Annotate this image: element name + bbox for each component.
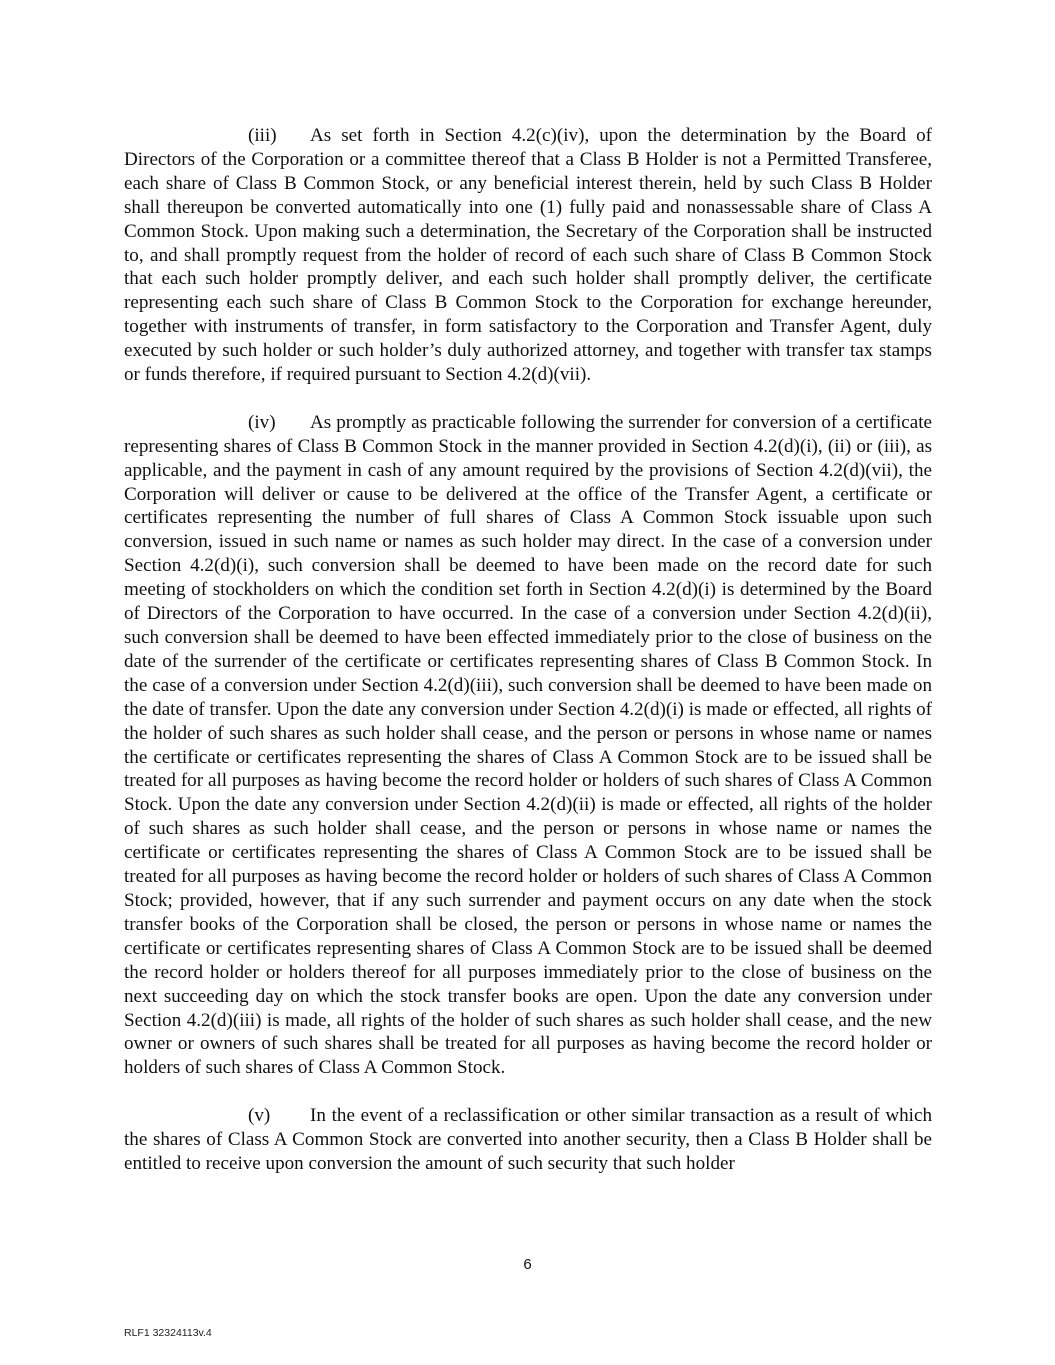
paragraph-number: (iii) xyxy=(248,125,277,146)
paragraph-v xyxy=(124,1104,932,1176)
paragraph-number: (iv) xyxy=(248,411,276,433)
paragraph-text: In the event of a reclassification or other similar transaction as a result of which the shares of Class A Common Stock are converted into another security, then a Class B Holder shall be entitled to receive upon conversion the amount of such security that such holder xyxy=(124,1105,932,1174)
paragraph-number: (v) xyxy=(248,1105,271,1127)
page-number: 6 xyxy=(523,1256,532,1273)
document-id-footer: RLF1 32324113v.4 xyxy=(124,1327,212,1339)
document-body xyxy=(124,124,932,1176)
paragraph-text: As set forth in Section 4.2(c)(iv), upon the determination by the Board of Directors of the Corporation or a committee thereof that a Class B Holder is not a Permitted Transferee, each share of Class B Common Stock, or any beneficial interest therein, held by such Class B Holder shall thereupon be converted automatically into one (1) fully paid and nonassessable share of Class A Common Stock. Upon making such a determination, the Secretary of the Corporation shall be instructed to, and shall promptly request from the holder of record of each such share of Class B Common Stock that each such holder promptly deliver, and each such holder shall promptly deliver, the certificate representing each such share of Class B Common Stock to the Corporation for exchange hereunder, together with instruments of transfer, in form satisfactory to the Corporation and Transfer Agent, duly executed by such holder or such holder’s duly authorized attorney, and together with transfer tax stamps or funds therefore, if required pursuant to Section 4.2(d)(vii). xyxy=(124,125,932,386)
paragraph-text: As promptly as practicable following the surrender for conversion of a certificate representing shares of Class B Common Stock in the manner provided in Section 4.2(d)(i), (ii) or (iii), as applicable, and the payment in cash of any amount required by the provisions of Section 4.2(d)(vii), the Corporation will deliver or cause to be delivered at the office of the Transfer Agent, a certificate or certificates representing the number of full shares of Class A Common Stock issuable upon such conversion, issued in such name or names as such holder may direct. In the case of a conversion under Section 4.2(d)(i), such conversion shall be deemed to have been made on the record date for such meeting of stockholders on which the condition set forth in Section 4.2(d)(i) is determined by the Board of Directors of the Corporation to have occurred. In the case of a conversion under Section 4.2(d)(ii), such conversion shall be deemed to have been effected immediately prior to the close of business on the date of the surrender of the certificate or certificates representing shares of Class B Common Stock. In the case of a conversion under Section 4.2(d)(iii), such conversion shall be deemed to have been made on the date of transfer. Upon the date any conversion under Section 4.2(d)(i) is made or effected, all rights of the holder of such shares as such holder shall cease, and the person or persons in whose name or names the certificate or certificates representing the shares of Class A Common Stock are to be issued shall be treated for all purposes as having become the record holder or holders of such shares of Class A Common Stock. Upon the date any conversion under Section 4.2(d)(ii) is made or effected, all rights of the holder of such shares as such holder shall cease, and the person or persons in whose name or names the certificate or certificates representing the shares of Class A Common Stock are to be issued shall be treated for all purposes as having become the record holder or holders of such shares of Class A Common Stock; provided, however, that if any such surrender and payment occurs on any date when the stock transfer books of the Corporation shall be closed, the person or persons in whose name or names the certificate or certificates representing shares of Class A Common Stock are to be issued shall be deemed the record holder or holders thereof for all purposes immediately prior to the close of business on the next succeeding day on which the stock transfer books are open. Upon the date any conversion under Section 4.2(d)(iii) is made, all rights of the holder of such shares as such holder shall cease, and the new owner or owners of such shares shall be treated for all purposes as having become the record holder or holders of such shares of Class A Common Stock. xyxy=(124,411,932,1079)
paragraph-iii xyxy=(124,124,932,387)
paragraph-iv xyxy=(124,411,932,1080)
